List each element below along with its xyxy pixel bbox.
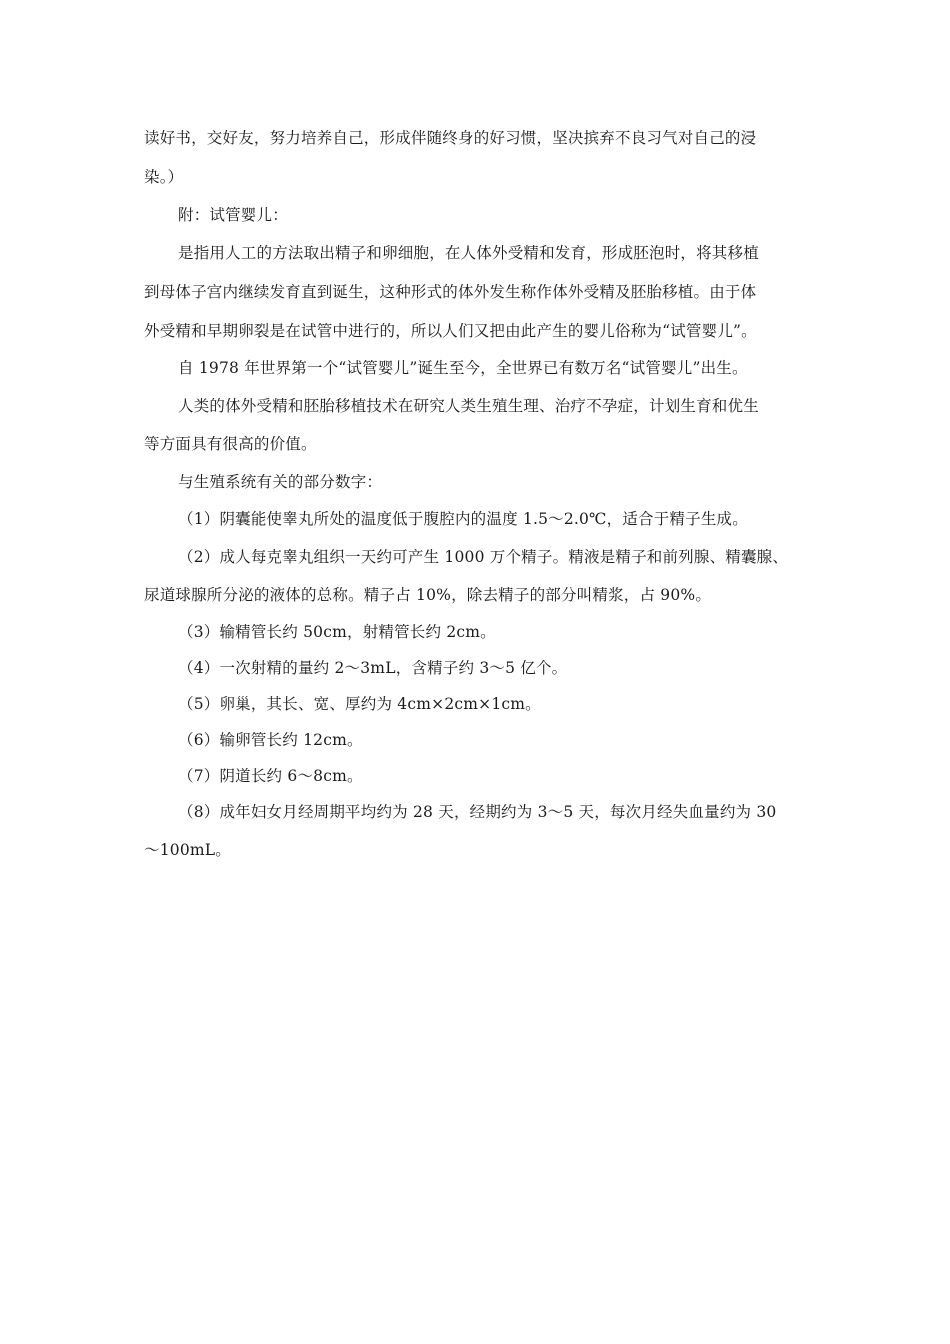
text-line-6: 外受精和早期卵裂是在试管中进行的，所以人们又把由此产生的婴儿俗称为“试管婴儿”。 (144, 322, 757, 340)
list-item-5: （5）卵巢，其长、宽、厚约为 4cm×2cm×1cm。 (178, 695, 541, 713)
list-item-8: （8）成年妇女月经周期平均约为 28 天，经期约为 3～5 天，每次月经失血量约为 30 (178, 803, 777, 821)
text-line-4: 是指用人工的方法取出精子和卵细胞，在人体外受精和发育，形成胚泡时，将其移植 (178, 244, 759, 262)
list-item-2-cont: 尿道球腺所分泌的液体的总称。精子占 10%，除去精子的部分叫精浆，占 90%。 (144, 586, 712, 604)
list-item-1: （1）阴囊能使睾丸所处的温度低于腹腔内的温度 1.5～2.0℃，适合于精子生成。 (178, 510, 748, 528)
appendix-heading: 附：试管婴儿： (178, 206, 288, 224)
list-item-6: （6）输卵管长约 12cm。 (178, 731, 363, 749)
text-line-1: 读好书，交好友，努力培养自己，形成伴随终身的好习惯，坚决摈弃不良习气对自己的浸 (144, 129, 757, 147)
list-item-4: （4）一次射精的量约 2～3mL，含精子约 3～5 亿个。 (178, 659, 568, 677)
text-line-7: 自 1978 年世界第一个“试管婴儿”诞生至今，全世界已有数万名“试管婴儿”出生。 (178, 359, 748, 377)
list-item-7: （7）阴道长约 6～8cm。 (178, 767, 363, 785)
list-item-2: （2）成人每克睾丸组织一天约可产生 1000 万个精子。精液是精子和前列腺、精囊腺、 (178, 548, 789, 566)
text-line-2: 染。） (144, 168, 184, 186)
list-item-3: （3）输精管长约 50cm，射精管长约 2cm。 (178, 623, 496, 641)
numbers-heading: 与生殖系统有关的部分数字： (178, 473, 383, 491)
text-line-5: 到母体子宫内继续发育直到诞生，这种形式的体外发生称作体外受精及胚胎移植。由于体 (144, 283, 757, 301)
list-item-8-cont: ～100mL。 (144, 841, 231, 859)
text-line-9: 等方面具有很高的价值。 (144, 435, 317, 453)
text-line-8: 人类的体外受精和胚胎移植技术在研究人类生殖生理、治疗不孕症，计划生育和优生 (178, 397, 759, 415)
